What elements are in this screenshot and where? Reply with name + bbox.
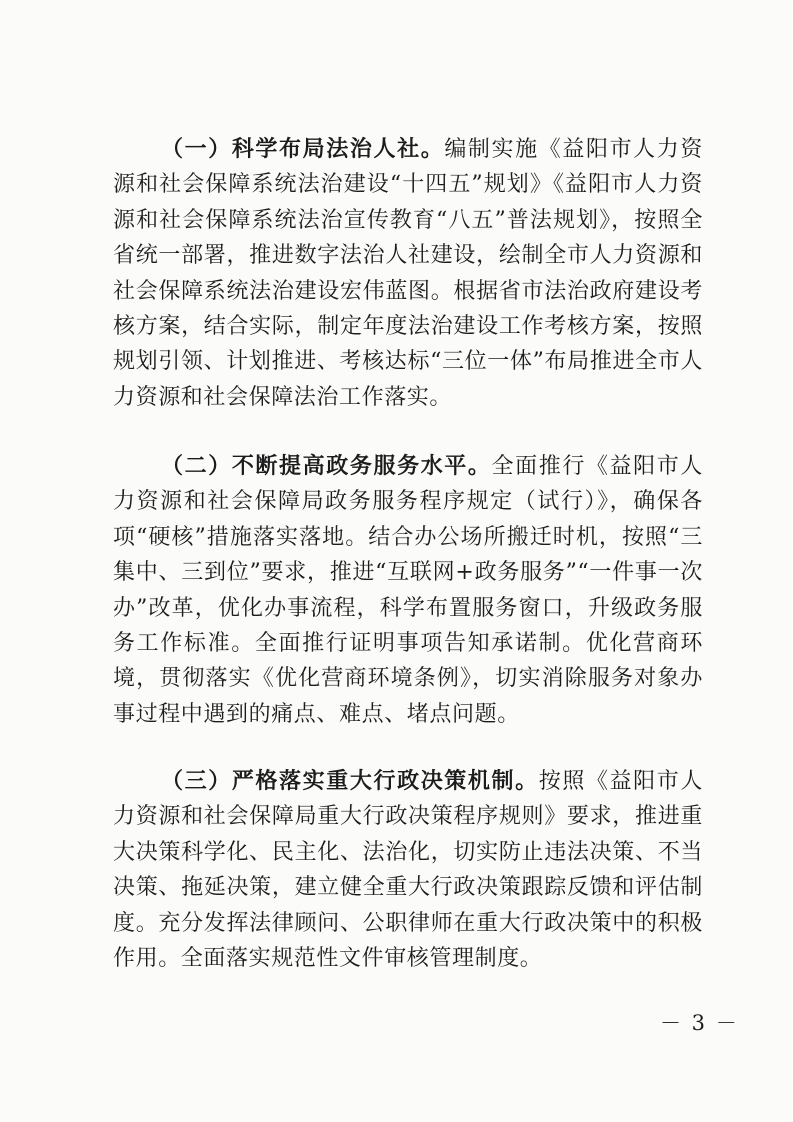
section-heading-1: （一）科学布局法治人社。 [161, 137, 445, 162]
section-body-3: 按照《益阳市人力资源和社会保障局重大行政决策程序规则》要求，推进重大决策科学化、民主化、法治化，切实防止违法决策、不当决策、拖延决策，建立健全重大行政决策跟踪反馈和评估制度。充分发挥法律顾问、公职律师在重大行政决策中的积极作用。全面落实规范性文件审核管理制度。 [113, 769, 704, 972]
paragraph-section-2 [113, 449, 703, 732]
section-heading-3: （三）严格落实重大行政决策机制。 [161, 769, 539, 794]
paragraph-section-1 [113, 132, 703, 415]
section-body-2: 全面推行《益阳市人力资源和社会保障局政务服务程序规定（试行）》，确保各项“硬核”措施落实落地。结合办公场所搬迁时机，按照“三集中、三到位”要求，推进“互联网+政务服务”“一件事一次办”改革，优化办事流程，科学布置服务窗口，升级政务服务工作标准。全面推行证明事项告知承诺制。优化营商环境，贯彻落实《优化营商环境条例》，切实消除服务对象办事过程中遇到的痛点、难点、堵点问题。 [113, 454, 704, 727]
paragraph-section-3 [113, 764, 703, 976]
section-body-1: 编制实施《益阳市人力资源和社会保障系统法治建设“十四五”规划》《益阳市人力资源和社会保障系统法治宣传教育“八五”普法规划》，按照全省统一部署，推进数字法治人社建设，绘制全市人力资源和社会保障系统法治建设宏伟蓝图。根据省市法治政府建设考核方案，结合实际，制定年度法治建设工作考核方案，按照规划引领、计划推进、考核达标“三位一体”布局推进全市人力资源和社会保障法治工作落实。 [113, 137, 703, 410]
section-heading-2: （二）不断提高政务服务水平。 [161, 454, 492, 479]
page-number: － 3 － [660, 1011, 739, 1035]
